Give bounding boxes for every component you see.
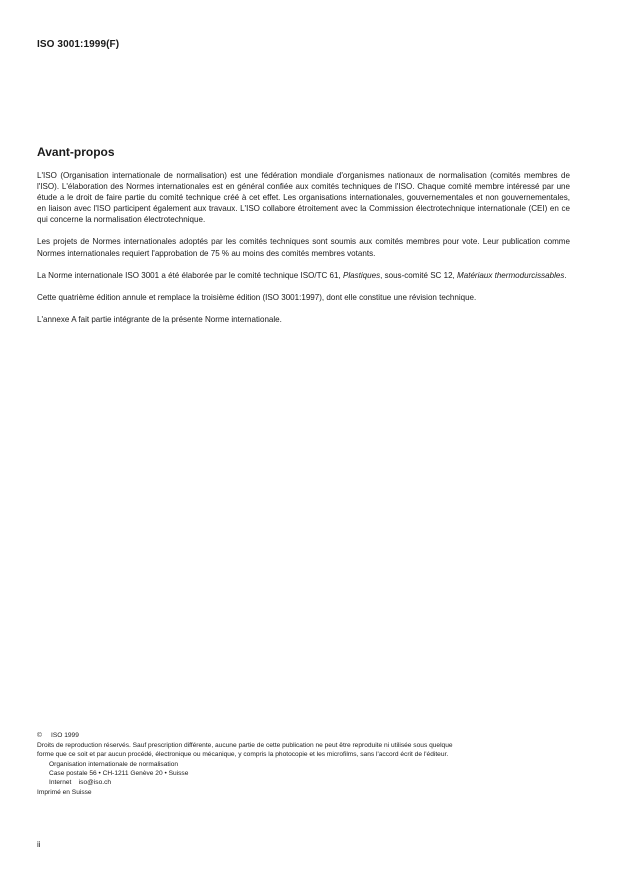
foreword-title: Avant-propos [37,145,115,159]
foreword-paragraph-1: L'ISO (Organisation internationale de normalisation) est une fédération mondiale d'organismes nationaux de normalisation (comités membres de l'ISO). L'élaboration des Normes internationales est en général confiée aux comités techniques de l'ISO. Chaque comité membre intéressé par une étude a le droit de faire partie du comité technique créé à cet effet. Les organisations internationales, gouvernementales et non gouvernementales, en liaison avec l'ISO participent également aux travaux. L'ISO collabore étroitement avec la Commission électrotechnique internationale (CEI) en ce qui concerne la normalisation électrotechnique. [37,171,570,225]
internet-label: Internet [49,779,72,787]
p3-text-1: La Norme internationale ISO 3001 a été élaborée par le comité technique ISO/TC 61, [37,270,343,280]
printed-in: Imprimé en Suisse [37,789,92,797]
foreword-paragraph-2: Les projets de Normes internationales adoptés par les comités techniques sont soumis aux comités membres pour vote. Leur publication comme Normes internationales requiert l'approbation de 75 % au moins des comités membres votants. [37,237,570,258]
internet-email: iso@iso.ch [78,779,112,787]
foreword-paragraph-4: Cette quatrième édition annule et remplace la troisième édition (ISO 3001:1997), dont elle constitue une révision technique. [37,292,477,302]
p3-materiaux: Matériaux thermodurcissables [457,270,565,280]
p3-text-2: , sous-comité SC 12, [380,270,458,280]
copyright-symbol: © [37,732,42,739]
rights-line-2: forme que ce soit et par aucun procédé, électronique ou mécanique, y compris la photocopie et les microfilms, sans l'accord écrit de l'éditeur. [37,751,449,759]
page-number: ii [37,840,41,849]
internet-line [37,778,582,787]
foreword-body [37,170,570,336]
copyright-footer [37,731,582,797]
foreword-paragraph-5: L'annexe A fait partie intégrante de la présente Norme internationale. [37,314,282,324]
p3-text-3: . [564,270,567,280]
document-reference: ISO 3001:1999(F) [37,39,120,50]
foreword-paragraph-3 [37,270,570,281]
copyright-line [37,731,582,740]
copyright-year: ISO 1999 [51,732,79,739]
org-name: Organisation internationale de normalisation [49,760,179,768]
p3-plastiques: Plastiques [342,270,381,280]
org-address: Case postale 56 • CH-1211 Genève 20 • Suisse [49,769,189,777]
rights-line-1: Droits de reproduction réservés. Sauf prescription différente, aucune partie de cette publication ne peut être reproduite ni utilisée sous quelque [37,742,453,750]
